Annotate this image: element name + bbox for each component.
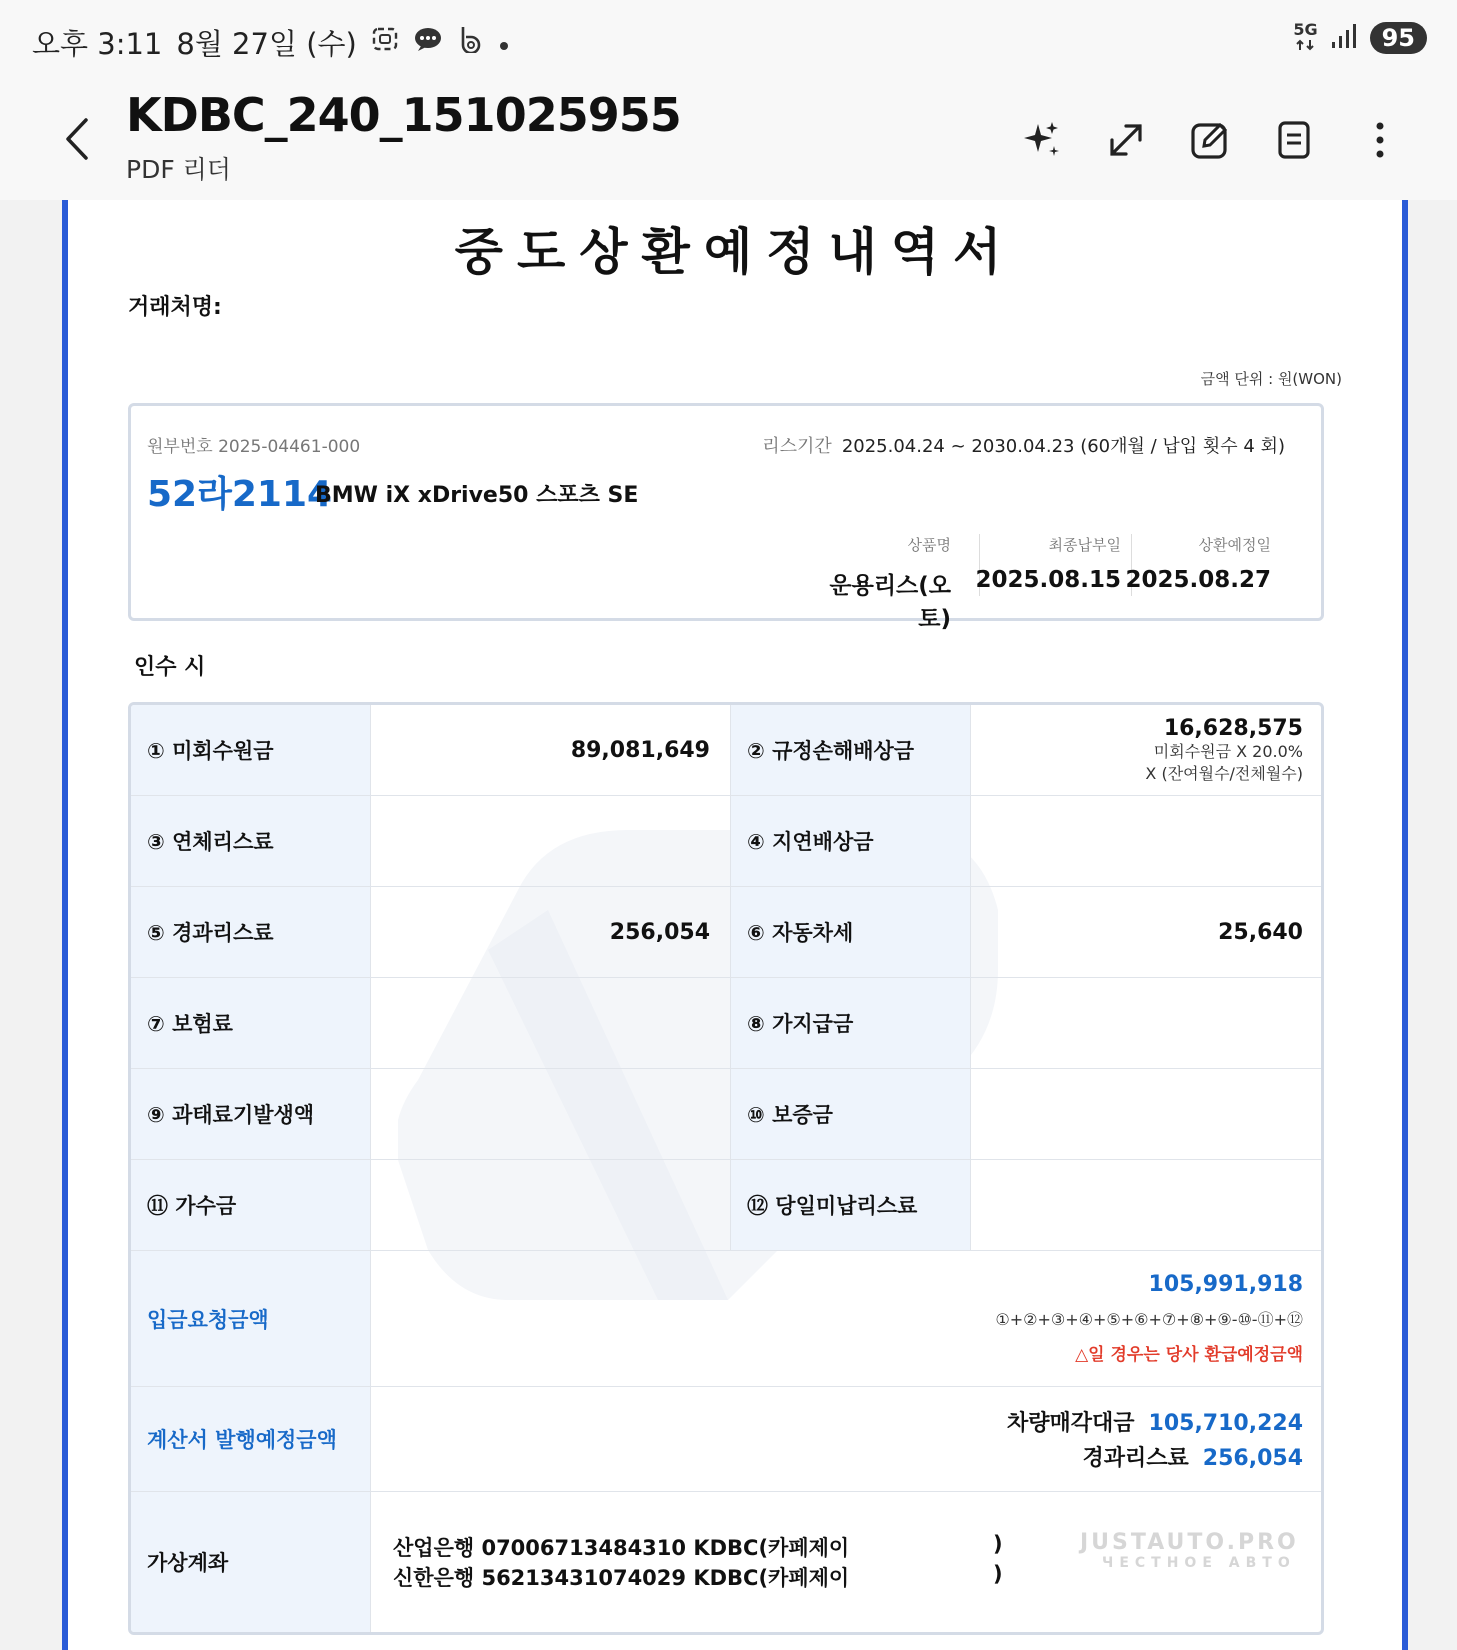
invoice-label: 계산서 발행예정금액 <box>131 1387 371 1491</box>
sparkle-icon <box>1020 118 1064 162</box>
expand-button[interactable] <box>1096 110 1156 170</box>
meta-value: 운용리스(오토) <box>829 573 951 632</box>
row-value <box>971 978 1321 1068</box>
row-label: ⑤ 경과리스료 <box>131 887 371 977</box>
row-label: ⑦ 보험료 <box>131 978 371 1068</box>
row-note: 미회수원금 X 20.0% <box>1153 741 1303 761</box>
lease-period-value: 2025.04.24 ~ 2030.04.23 (60개월 / 납입 횟수 4 회) <box>841 436 1285 457</box>
status-time: 오후 3:11 <box>32 27 163 61</box>
report-title: 중도상환예정내역서 <box>454 223 1016 281</box>
account-close-paren: ) <box>993 1562 1003 1586</box>
row-label: ④ 지연배상금 <box>731 796 971 886</box>
license-plate: 52라2114 <box>147 474 333 515</box>
car-model: BMW iX xDrive50 스포츠 SE <box>315 483 639 508</box>
more-options-button[interactable] <box>1350 110 1410 170</box>
chat-icon <box>413 26 443 59</box>
invoice-row <box>131 1387 1321 1492</box>
row-label: ⑥ 자동차세 <box>731 887 971 977</box>
row-value <box>371 1160 731 1250</box>
meta-last-payment <box>971 534 1121 593</box>
invoice-group <box>371 1387 1321 1491</box>
app-subtitle: PDF 리더 <box>126 155 231 184</box>
meta-product <box>821 534 951 633</box>
lease-period <box>762 432 1285 458</box>
account-text: 신한은행 56213431074029 KDBC(카페제이 <box>393 1566 850 1590</box>
status-date: 8월 27일 (수) <box>176 27 357 61</box>
table-row <box>131 1069 1321 1160</box>
network-label: 5G <box>1293 20 1318 39</box>
back-button[interactable] <box>52 104 102 174</box>
amount-unit: 금액 단위 : 원(WON) <box>1200 370 1342 388</box>
invoice-line-amount: 105,710,224 <box>1148 1411 1303 1436</box>
account-close-paren: ) <box>993 1532 1003 1556</box>
row-value: 256,054 <box>371 887 731 977</box>
virtual-account-label: 가상계좌 <box>131 1492 371 1632</box>
contract-number: 원부번호 2025-04461-000 <box>147 437 361 457</box>
request-formula: ①+②+③+④+⑤+⑥+⑦+⑧+⑨-⑩-⑪+⑫ <box>995 1310 1303 1329</box>
row-label: ① 미회수원금 <box>131 705 371 795</box>
table-row <box>131 1160 1321 1251</box>
row-value <box>971 1160 1321 1250</box>
request-amount-row <box>131 1251 1321 1387</box>
signal-icon <box>1330 22 1358 54</box>
refund-note: △일 경우는 당사 환급예정금액 <box>1075 1345 1303 1365</box>
dot-icon <box>499 28 509 58</box>
pdf-page[interactable] <box>62 200 1408 1650</box>
row-label: ⑨ 과태료기발생액 <box>131 1069 371 1159</box>
brand-subtitle: ЧЕСТНОЕ АВТО <box>1102 1555 1296 1571</box>
meta-repay-date <box>1121 534 1271 593</box>
row-value <box>371 796 731 886</box>
more-vertical-icon <box>1370 118 1390 162</box>
edit-button[interactable] <box>1180 110 1240 170</box>
brand-name: JUSTAUTO.PRO <box>1080 1530 1299 1555</box>
row-note: X (잔여월수/전체월수) <box>1145 763 1303 783</box>
row-label: ⑪ 가수금 <box>131 1160 371 1250</box>
network-5g-icon <box>1293 22 1317 54</box>
meta-label: 최종납부일 <box>1048 536 1121 554</box>
amount-table <box>128 702 1324 1635</box>
meta-value: 2025.08.15 <box>975 567 1121 593</box>
row-value: 89,081,649 <box>371 705 731 795</box>
document-view-button[interactable] <box>1264 110 1324 170</box>
section-heading: 인수 시 <box>134 655 206 680</box>
invoice-line-label: 경과리스료 <box>1082 1446 1189 1471</box>
meta-value: 2025.08.27 <box>1125 567 1271 593</box>
partner-label: 거래처명: <box>128 295 222 320</box>
app-bar <box>0 80 1457 200</box>
row-value <box>371 978 731 1068</box>
row-label: ② 규정손해배상금 <box>731 705 971 795</box>
request-amount-group <box>371 1251 1321 1386</box>
expand-icon <box>1104 118 1148 162</box>
row-label: ③ 연체리스료 <box>131 796 371 886</box>
invoice-line-lease <box>1083 1441 1303 1472</box>
row-value: 16,628,575 <box>1163 715 1303 741</box>
row-value <box>971 796 1321 886</box>
scan-icon <box>371 26 399 59</box>
row-label: ⑩ 보증금 <box>731 1069 971 1159</box>
ai-sparkle-button[interactable] <box>1012 110 1072 170</box>
contract-info-box <box>128 403 1324 632</box>
status-left <box>32 22 509 63</box>
lease-period-label: 리스기간 <box>762 436 832 457</box>
table-row <box>131 978 1321 1069</box>
table-row <box>131 705 1321 796</box>
watermark-brand <box>1080 1530 1299 1571</box>
invoice-line-sale <box>1007 1406 1303 1437</box>
row-value-group <box>971 705 1321 795</box>
edit-icon <box>1188 118 1232 162</box>
row-value: 25,640 <box>1218 919 1303 945</box>
account-text: 산업은행 07006713484310 KDBC(카페제이 <box>393 1536 850 1560</box>
request-amount-value: 105,991,918 <box>1148 1272 1303 1297</box>
meta-label: 상품명 <box>907 536 951 554</box>
row-label: ⑧ 가지급금 <box>731 978 971 1068</box>
document-title: KDBC_240_151025955 <box>126 88 681 142</box>
battery-indicator: 95 <box>1370 22 1427 54</box>
back-icon <box>62 116 92 162</box>
table-row <box>131 796 1321 887</box>
table-row <box>131 887 1321 978</box>
row-value <box>971 1069 1321 1159</box>
document-icon <box>1272 118 1316 162</box>
meta-label: 상환예정일 <box>1198 536 1271 554</box>
app-b-icon <box>457 25 485 60</box>
invoice-line-label: 차량매각대금 <box>1007 1411 1135 1436</box>
status-bar <box>0 0 1457 80</box>
invoice-line-amount: 256,054 <box>1202 1446 1303 1471</box>
row-label: ⑫ 당일미납리스료 <box>731 1160 971 1250</box>
status-right <box>1293 22 1427 54</box>
request-amount-label: 입금요청금액 <box>131 1251 371 1386</box>
row-value <box>371 1069 731 1159</box>
